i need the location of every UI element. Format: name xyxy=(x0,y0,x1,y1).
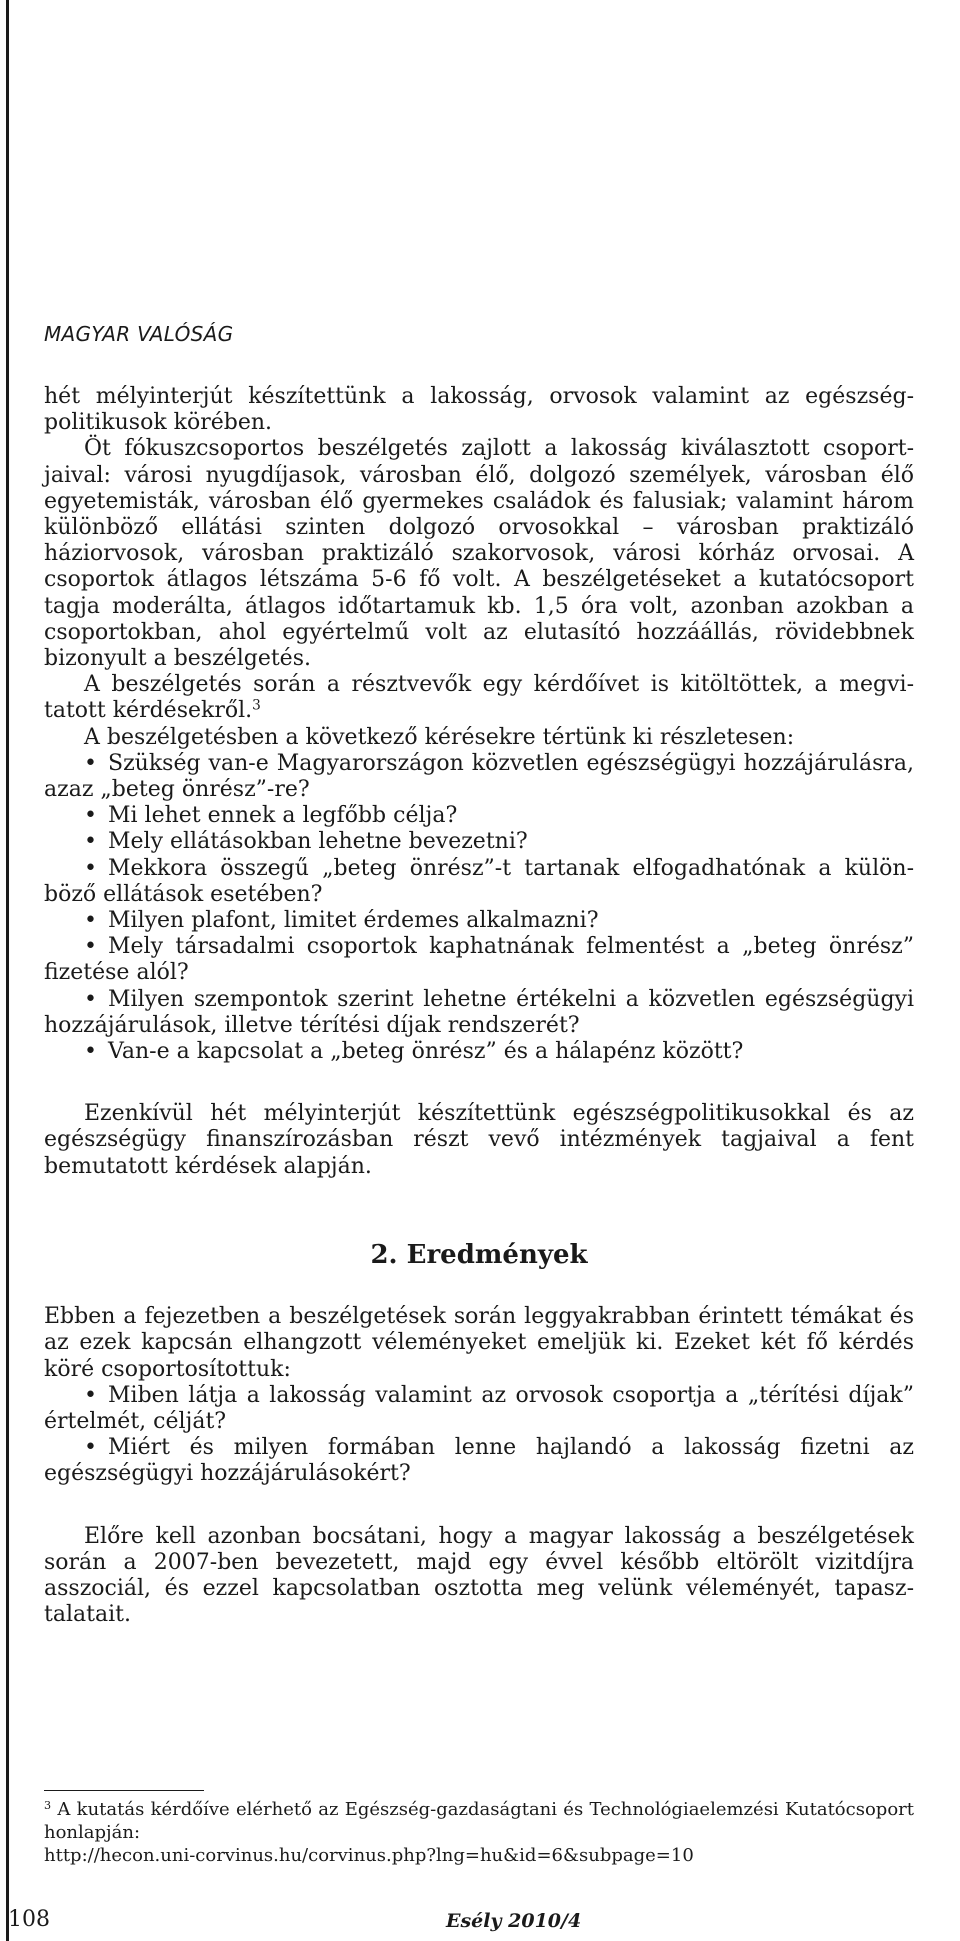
question-item xyxy=(44,987,914,1039)
question-text: Szükség van-e Magyarországon közvetlen egészségügyi hozzájárulásra, azaz „beteg önrész”-re? xyxy=(44,750,914,803)
question-text: Mekkora összegű „beteg önrész”-t tartanak elfogadhatónak a különböző ellátások esetében? xyxy=(44,855,914,907)
footnote-separator xyxy=(44,1790,204,1791)
spacer xyxy=(44,1180,914,1216)
paragraph-4: A beszélgetésben a következő kérésekre tértünk ki részletesen: xyxy=(84,724,795,750)
bullet-icon: • xyxy=(84,750,97,776)
page-edge-rule xyxy=(6,0,9,1941)
question-item xyxy=(44,1039,914,1065)
question-text: Milyen plafont, limitet érdemes alkalmazni? xyxy=(108,908,599,934)
spacer xyxy=(44,1065,914,1101)
question-item xyxy=(44,829,914,855)
question-item xyxy=(44,751,914,803)
footnote-text: A kutatás kérdőíve elérhető az Egészség-gazdaságtani és Technológiaelemzési Kutatócsoport honlapján: xyxy=(44,1799,914,1843)
question-item xyxy=(44,803,914,829)
footnote-url[interactable]: http://hecon.uni-corvinus.hu/corvinus.php?lng=hu&id=6&subpage=10 xyxy=(44,1845,694,1866)
section-heading: 2. Eredmények xyxy=(370,1239,588,1270)
footnote-3 xyxy=(44,1798,914,1844)
running-header: MAGYAR VALÓSÁG xyxy=(44,322,234,346)
question-text: Mi lehet ennek a legfőbb célja? xyxy=(108,803,458,829)
paragraph-7: Előre kell azonban bocsátani, hogy a magyar lakosság a beszélgetések során a 2007-ben bevezetett, majd egy évvel később eltörölt vizitdíjra asszociál, és ezzel kapcsolatban osztotta meg velünk véleményét, tapasztalatait. xyxy=(44,1523,914,1628)
topic-text: Miért és milyen formában lenne hajlandó a lakosság fizetni az egészségügyi hozzájárulásokért? xyxy=(44,1435,914,1487)
question-text: Mely ellátásokban lehetne bevezetni? xyxy=(108,829,528,855)
question-text: Milyen szempontok szerint lehetne értékelni a közvetlen egészségügyi hozzájárulások, illetve térítési díjak rendszerét? xyxy=(44,986,914,1038)
bullet-icon: • xyxy=(84,803,97,829)
footnotes xyxy=(44,1798,914,1867)
footnote-number: 3 xyxy=(44,1798,52,1812)
bullet-icon: • xyxy=(84,908,97,934)
topic-text: Miben látja a lakosság valamint az orvosok csoportja a „térítési díjak” értelmét, célját? xyxy=(44,1382,914,1434)
question-item xyxy=(44,856,914,908)
paragraph-3-text: A beszélgetés során a résztvevők egy kérdőívet is kitöltöttek, a megvitatott kérdésekről. xyxy=(44,672,914,724)
spacer xyxy=(44,1216,914,1242)
spacer xyxy=(44,1488,914,1524)
question-item xyxy=(44,908,914,934)
spacer xyxy=(44,1268,914,1304)
footnote-reference[interactable]: 3 xyxy=(252,697,261,714)
bullet-icon: • xyxy=(84,829,97,855)
bullet-icon: • xyxy=(84,1039,97,1065)
topic-item xyxy=(44,1383,914,1435)
bullet-icon: • xyxy=(84,986,97,1012)
question-text: Van-e a kapcsolat a „beteg önrész” és a hálapénz között? xyxy=(108,1039,744,1065)
question-text: Mely társadalmi csoportok kaphatnának felmentést a „beteg önrész” fizetése alól? xyxy=(44,934,914,986)
bullet-icon: • xyxy=(84,934,97,960)
page-number: 108 xyxy=(8,1907,50,1932)
paragraph-6: Ebben a fejezetben a beszélgetések során leggyakrabban érintett témákat és az ezek kapcsán elhangzott véleményeket emeljük ki. Ezeket két fő kérdés köré csoportosítottuk: xyxy=(44,1304,914,1382)
article-body xyxy=(44,384,914,1628)
bullet-icon: • xyxy=(84,855,97,881)
bullet-icon: • xyxy=(84,1435,97,1461)
paragraph-1: hét mélyinterjút készítettünk a lakosság, orvosok valamint az egészségpolitikusok körében. xyxy=(44,384,914,436)
topic-item xyxy=(44,1435,914,1487)
paragraph-5: Ezenkívül hét mélyinterjút készítettünk egészségpolitikusokkal és az egészségügy finanszírozásban részt vevő intézmények tagjaival a fent bemutatott kérdések alapján. xyxy=(44,1101,914,1179)
paragraph-3 xyxy=(44,672,914,724)
journal-footer: Esély 2010/4 xyxy=(446,1910,582,1932)
question-item xyxy=(44,934,914,986)
bullet-icon: • xyxy=(84,1382,97,1408)
paragraph-2: Öt fókuszcsoportos beszélgetés zajlott a lakosság kiválasztott csoportjaival: városi nyugdíjasok, városban élő, dolgozó személyek, városban élő egyetemisták, városban élő gyermekes családok és falusiak; valamint három különböző ellátási szinten dolgozó orvosokkal – városban praktizáló háziorvosok, városban praktizáló szakorvosok, városi kórház orvosai. A csoportok átlagos létszáma 5-6 fő volt. A beszélgetéseket a kutatócsoport tagja moderálta, átlagos időtartamuk kb. 1,5 óra volt, azonban azokban a csoportokban, ahol egyértelmű volt az elutasító hozzáállás, rövidebbnek bizonyult a beszélgetés. xyxy=(44,436,914,672)
